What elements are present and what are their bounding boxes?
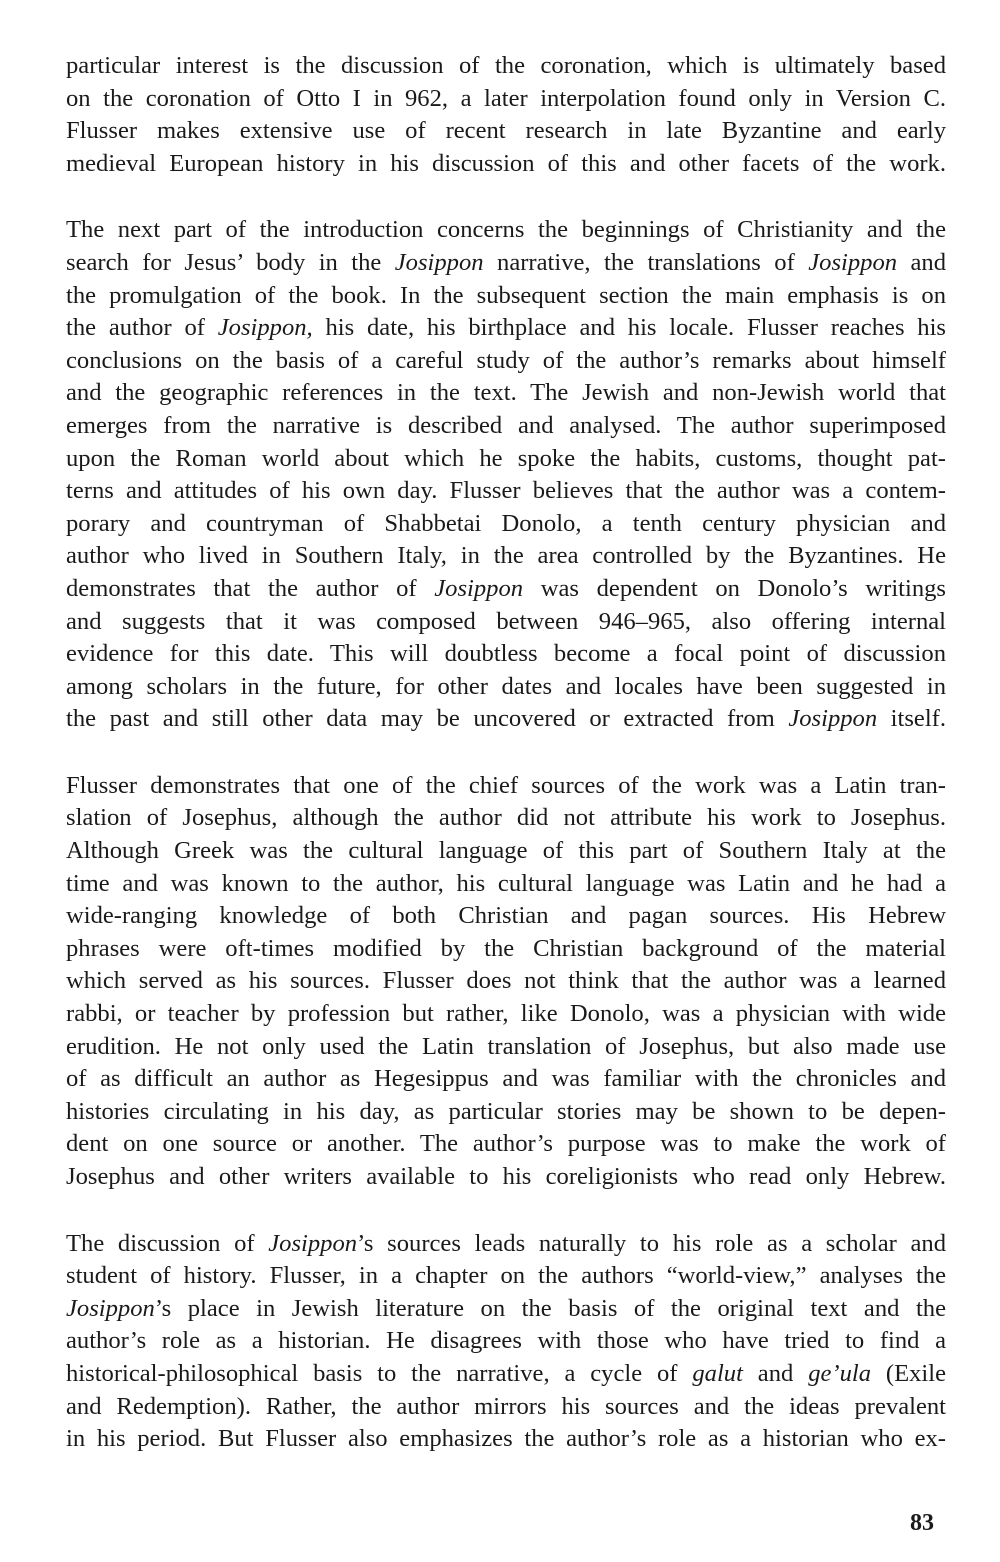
text-line: slation of Josephus, although the author did not attribute his work to Josephus. [66,804,946,832]
paragraph [66,770,946,1194]
text-line: Although Greek was the cultural language of this part of Southern Italy at the [66,837,946,865]
italic-text: Josippon [268,1229,358,1257]
text-line: dent on one source or another. The author’s purpose was to make the work of [66,1130,946,1158]
text-line: Josippon’s place in Jewish literature on the basis of the original text and the [66,1294,946,1322]
text-line: of as difficult an author as Hegesippus and was familiar with the chronicles and [66,1065,946,1093]
text-line: which served as his sources. Flusser does not think that the author was a learned [66,967,946,995]
text-line: porary and countryman of Shabbetai Donolo, a tenth century physician and [66,509,946,537]
text-line: medieval European history in his discussion of this and other facets of the work. [66,149,946,177]
text-line: evidence for this date. This will doubtless become a focal point of discussion [66,640,946,668]
text-line: and suggests that it was composed between 946–965, also offering internal [66,607,946,635]
text-line: conclusions on the basis of a careful study of the author’s remarks about himself [66,346,946,374]
text-line: on the coronation of Otto I in 962, a later interpolation found only in Version C. [66,84,946,112]
text-line: the past and still other data may be uncovered or extracted from Josippon itself. [66,705,946,733]
text-line: wide-ranging knowledge of both Christian and pagan sources. His Hebrew [66,902,946,930]
italic-text: Josippon [808,248,898,276]
document-page [66,50,946,1456]
paragraph [66,1228,946,1456]
text-line: and the geographic references in the text. The Jewish and non-Jewish world that [66,379,946,407]
text-line: the promulgation of the book. In the subsequent section the main emphasis is on [66,281,946,309]
italic-text: Josippon [66,1294,155,1322]
text-line: author’s role as a historian. He disagrees with those who have tried to find a [66,1327,946,1355]
text-line: The discussion of Josippon’s sources leads naturally to his role as a scholar and [66,1229,947,1257]
text-line: and Redemption). Rather, the author mirrors his sources and the ideas prevalent [66,1392,946,1420]
text-line: student of history. Flusser, in a chapter on the authors “world-view,” analyses the [66,1262,946,1290]
paragraph-gap [66,180,946,214]
text-line: search for Jesus’ body in the Josippon narrative, the translations of Josippon and [66,248,946,276]
paragraph [66,214,946,736]
text-line: demonstrates that the author of Josippon was dependent on Donolo’s writings [66,574,947,602]
text-line: particular interest is the discussion of the coronation, which is ultimately based [66,52,946,79]
text-line: among scholars in the future, for other dates and locales have been suggested in [66,672,946,700]
text-line: rabbi, or teacher by profession but rather, like Donolo, was a physician with wide [66,1000,946,1028]
text-line: the author of Josippon, his date, his birthplace and his locale. Flusser reaches his [66,314,947,342]
text-line: emerges from the narrative is described and analysed. The author superimposed [66,411,946,439]
text-line: histories circulating in his day, as particular stories may be shown to be depen- [66,1097,946,1125]
text-line: The next part of the introduction concerns the beginnings of Christianity and the [66,216,946,244]
italic-text: galut [692,1359,743,1387]
page-number: 83 [910,1510,934,1536]
text-line: terns and attitudes of his own day. Flusser believes that the author was a contem- [66,477,946,505]
italic-text: Josippon, [217,314,313,342]
text-line: phrases were oft-times modified by the Christian background of the material [66,934,946,962]
paragraph [66,50,946,180]
text-line: Flusser demonstrates that one of the chief sources of the work was a Latin tran- [66,771,946,799]
italic-text: Josippon [394,248,484,276]
text-line: author who lived in Southern Italy, in the area controlled by the Byzantines. He [66,542,946,570]
text-line: historical-philosophical basis to the narrative, a cycle of galut and ge’ula (Exile [66,1359,946,1387]
paragraph-gap [66,1194,946,1228]
text-line: Josephus and other writers available to his coreligionists who read only Hebrew. [66,1163,946,1190]
italic-text: ge’ula [808,1359,872,1387]
italic-text: Josippon [434,574,524,602]
italic-text: Josippon [788,705,878,733]
text-line: time and was known to the author, his cultural language was Latin and he had a [66,869,946,897]
text-line: upon the Roman world about which he spoke the habits, customs, thought pat- [66,444,946,472]
text-line: in his period. But Flusser also emphasizes the author’s role as a historian who ex- [66,1425,946,1453]
paragraph-gap [66,736,946,770]
text-line: erudition. He not only used the Latin translation of Josephus, but also made use [66,1032,946,1060]
text-line: Flusser makes extensive use of recent research in late Byzantine and early [66,117,946,145]
